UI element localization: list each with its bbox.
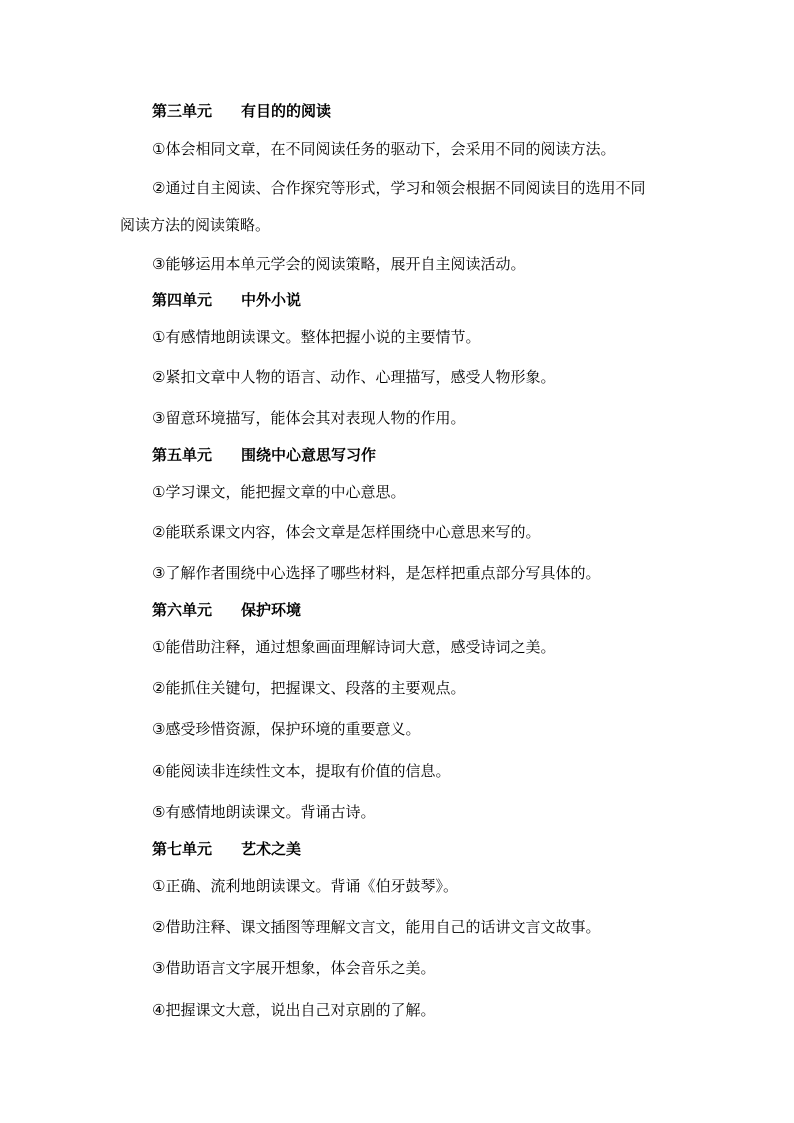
list-item-continuation: 阅读方法的阅读策略。 <box>120 216 271 234</box>
unit-theme: 中外小说 <box>241 291 302 309</box>
unit-theme: 围绕中心意思写习作 <box>241 446 377 464</box>
unit-label: 第三单元 <box>152 102 213 120</box>
list-item: ①体会相同文章，在不同阅读任务的驱动下，会采用不同的阅读方法。 <box>152 140 616 158</box>
list-item: ④能阅读非连续性文本，提取有价值的信息。 <box>152 762 451 780</box>
unit-theme: 保护环境 <box>241 601 302 619</box>
list-item: ③能够运用本单元学会的阅读策略，展开自主阅读活动。 <box>152 255 526 273</box>
list-item: ①正确、流利地朗读课文。背诵《伯牙鼓琴》。 <box>152 877 458 895</box>
list-item: ②通过自主阅读、合作探究等形式，学习和领会根据不同阅读目的选用不同 <box>152 179 646 197</box>
list-item: ③感受珍惜资源，保护环境的重要意义。 <box>152 720 421 738</box>
list-item: ②紧扣文章中人物的语言、动作、心理描写，感受人物形象。 <box>152 368 556 386</box>
list-item: ③了解作者围绕中心选择了哪些材料，是怎样把重点部分写具体的。 <box>152 564 601 582</box>
unit-label: 第七单元 <box>152 840 213 858</box>
section-heading-unit6 <box>152 600 301 620</box>
list-item: ⑤有感情地朗读课文。背诵古诗。 <box>152 803 376 821</box>
section-heading-unit5 <box>152 445 376 465</box>
section-heading-unit3 <box>152 101 331 121</box>
unit-label: 第四单元 <box>152 291 213 309</box>
list-item: ②能联系课文内容，体会文章是怎样围绕中心意思来写的。 <box>152 523 541 541</box>
list-item: ①能借助注释，通过想象画面理解诗词大意，感受诗词之美。 <box>152 638 556 656</box>
section-heading-unit4 <box>152 290 301 310</box>
list-item: ②借助注释、课文插图等理解文言文，能用自己的话讲文言文故事。 <box>152 918 601 936</box>
unit-theme: 有目的的阅读 <box>241 102 332 120</box>
section-heading-unit7 <box>152 839 301 859</box>
list-item: ③借助语言文字展开想象，体会音乐之美。 <box>152 959 436 977</box>
list-item: ③留意环境描写，能体会其对表现人物的作用。 <box>152 409 466 427</box>
list-item: ②能抓住关键句，把握课文、段落的主要观点。 <box>152 679 466 697</box>
list-item: ①有感情地朗读课文。整体把握小说的主要情节。 <box>152 328 481 346</box>
unit-theme: 艺术之美 <box>241 840 302 858</box>
unit-label: 第六单元 <box>152 601 213 619</box>
list-item: ④把握课文大意，说出自己对京剧的了解。 <box>152 1001 436 1019</box>
list-item: ①学习课文，能把握文章的中心意思。 <box>152 483 406 501</box>
unit-label: 第五单元 <box>152 446 213 464</box>
